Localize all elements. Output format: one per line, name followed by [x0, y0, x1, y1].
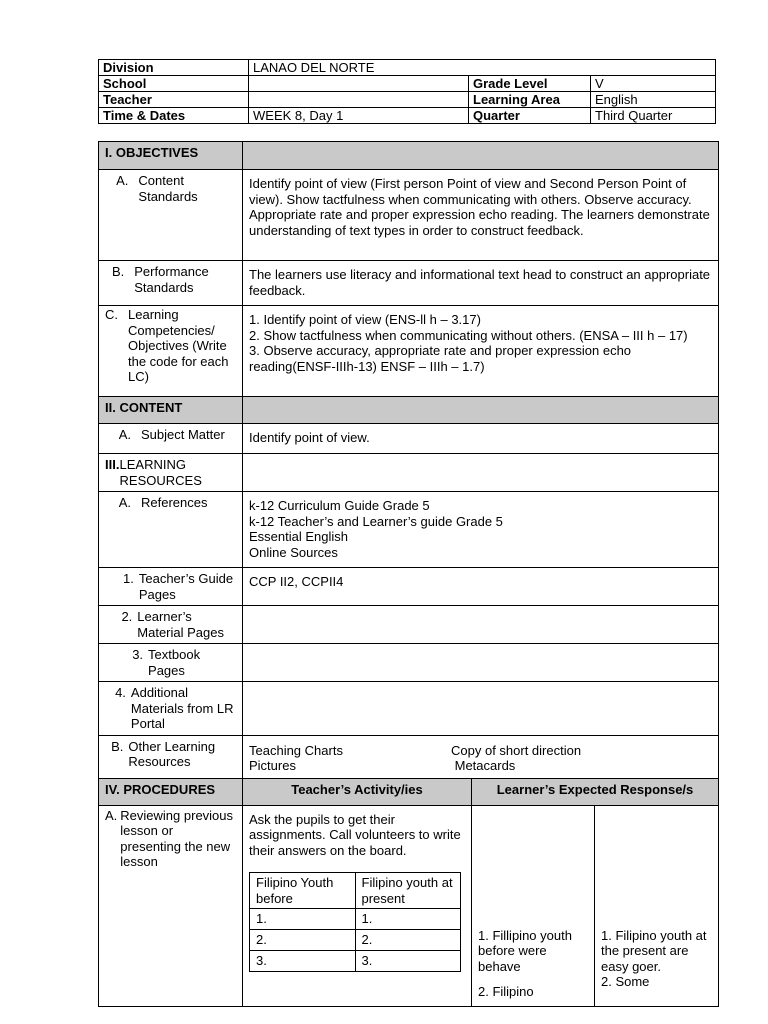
- other-resources-text: [243, 735, 719, 778]
- reviewing-label: Reviewing previous lesson or presenting the new lesson: [120, 807, 234, 869]
- other-resources-label-cell: [99, 735, 243, 778]
- competency-3: 3. Observe accuracy, appropriate rate and proper expression echo reading(ENSF-IIIh-13) ENSF – IIIh – 1.7): [249, 343, 632, 374]
- other-resource-item: Teaching Charts: [249, 742, 343, 758]
- performance-standards-num: B.: [111, 264, 125, 279]
- references-list: [243, 492, 719, 568]
- other-resource-item: Copy of short direction: [451, 742, 582, 758]
- quarter-value: Third Quarter: [591, 108, 716, 124]
- teacher-activity-heading: Teacher’s Activity/ies: [243, 778, 472, 805]
- table-row: [250, 951, 461, 972]
- performance-standards-text: The learners use literacy and informational text head to construct an appropriate feedback.: [243, 261, 719, 306]
- youth-comparison-table: [249, 872, 461, 972]
- teachers-guide-num: 1.: [123, 571, 134, 586]
- other-resources-label: Other Learning Resources: [128, 738, 216, 769]
- learning-area-label: Learning Area: [469, 92, 591, 108]
- learners-material-num: 2.: [121, 609, 133, 624]
- textbook-num: 3.: [132, 647, 144, 662]
- content-standards-label-cell: [99, 170, 243, 261]
- reviewing-label-cell: [99, 805, 243, 1006]
- objectives-heading: I. OBJECTIVES: [99, 142, 243, 170]
- competencies-label: Learning Competencies/ Objectives (Write the code for each LC): [128, 307, 229, 384]
- youth-cell: 2.: [250, 930, 356, 951]
- competencies-text: [243, 306, 719, 397]
- learner-response-item: 1. Filipino youth at the present are easy goer.: [601, 927, 707, 974]
- procedures-heading: IV. PROCEDURES: [99, 778, 243, 805]
- youth-cell: 3.: [250, 951, 356, 972]
- school-label: School: [99, 76, 249, 92]
- learner-response-left: [472, 806, 595, 1006]
- additional-materials-label: Additional Materials from LR Portal: [130, 685, 234, 731]
- learning-resources-label: LEARNING RESOURCES: [119, 457, 202, 488]
- content-standards-num: A.: [116, 173, 129, 188]
- additional-materials-text: [243, 682, 719, 736]
- learners-material-label-cell: [99, 606, 243, 644]
- learners-material-label: Learner’s Material Pages: [137, 609, 224, 640]
- youth-cell: 3.: [355, 951, 461, 972]
- content-standards-text: Identify point of view (First person Point of view and Second Person Point of view). Show tactfulness when communicating with others. Observe accuracy. Appropriate rate and proper expression echo reading. The learners demonstrate understanding of text types in order to construct feedback.: [243, 170, 719, 261]
- youth-cell: 1.: [250, 909, 356, 930]
- youth-cell: 1.: [355, 909, 461, 930]
- learning-resources-fill: [243, 454, 719, 492]
- reference-item: k-12 Curriculum Guide Grade 5: [249, 498, 430, 513]
- other-resource-item: Metacards: [451, 758, 516, 773]
- grade-level-label: Grade Level: [469, 76, 591, 92]
- reviewing-learner-response: [472, 805, 719, 1006]
- table-row: [250, 909, 461, 930]
- objectives-heading-fill: [243, 142, 719, 170]
- subject-matter-label-cell: [99, 424, 243, 454]
- youth-cell: 2.: [355, 930, 461, 951]
- school-value: [249, 76, 469, 92]
- references-label-cell: [99, 492, 243, 568]
- competencies-label-cell: [99, 306, 243, 397]
- other-resource-item: Pictures: [249, 758, 296, 773]
- time-dates-value: WEEK 8, Day 1: [249, 108, 469, 124]
- reference-item: Essential English: [249, 529, 348, 544]
- textbook-label: Textbook Pages: [148, 647, 201, 678]
- learning-area-value: English: [591, 92, 716, 108]
- content-heading-fill: [243, 397, 719, 424]
- teachers-guide-text: CCP II2, CCPII4: [243, 568, 719, 606]
- subject-matter-num: A.: [118, 427, 131, 442]
- learners-material-text: [243, 606, 719, 644]
- learning-resources-heading: [99, 454, 243, 492]
- additional-materials-num: 4.: [115, 685, 126, 700]
- references-num: A.: [118, 495, 131, 510]
- teachers-guide-label: Teacher’s Guide Pages: [138, 571, 234, 602]
- learner-response-item: 2. Some: [601, 974, 650, 989]
- other-resources-num: B.: [111, 738, 124, 754]
- teacher-label: Teacher: [99, 92, 249, 108]
- youth-before-header: Filipino Youth before: [250, 873, 356, 909]
- reference-item: Online Sources: [249, 544, 338, 560]
- textbook-label-cell: [99, 644, 243, 682]
- teacher-value: [249, 92, 469, 108]
- subject-matter-label: Subject Matter: [141, 427, 225, 442]
- textbook-text: [243, 644, 719, 682]
- learner-response-right: [595, 806, 718, 1006]
- reviewing-teacher-text: Ask the pupils to get their assignments. Call volunteers to write their answers on the board.: [249, 811, 461, 858]
- reviewing-num: A.: [105, 807, 118, 823]
- header-table: [98, 59, 716, 124]
- youth-present-header: Filipino youth at present: [355, 873, 461, 909]
- reviewing-teacher-activity: [243, 805, 472, 1006]
- learner-response-item: 2. Filipino: [478, 984, 534, 999]
- content-standards-label: Content Standards: [138, 173, 198, 204]
- additional-materials-label-cell: [99, 682, 243, 736]
- teachers-guide-label-cell: [99, 568, 243, 606]
- references-label: References: [141, 495, 208, 510]
- competencies-num: C.: [105, 307, 118, 322]
- reference-item: k-12 Teacher’s and Learner’s guide Grade 5: [249, 513, 503, 529]
- learner-response-heading: Learner’s Expected Response/s: [472, 778, 719, 805]
- learner-response-item: 1. Fillipino youth before were behave: [478, 927, 572, 974]
- content-heading: II. CONTENT: [99, 397, 243, 424]
- division-label: Division: [99, 60, 249, 76]
- table-row: [250, 930, 461, 951]
- competency-1: 1. Identify point of view (ENS-ll h – 3.17): [249, 312, 481, 327]
- subject-matter-text: Identify point of view.: [243, 424, 719, 454]
- division-value: LANAO DEL NORTE: [249, 60, 716, 76]
- performance-standards-label: Performance Standards: [134, 264, 209, 295]
- time-dates-label: Time & Dates: [99, 108, 249, 124]
- learning-resources-num: III.: [105, 457, 120, 472]
- grade-level-value: V: [591, 76, 716, 92]
- quarter-label: Quarter: [469, 108, 591, 124]
- competency-2: 2. Show tactfulness when communicating without others. (ENSA – III h – 17): [249, 327, 688, 343]
- lesson-plan-table: [98, 141, 719, 1007]
- performance-standards-label-cell: [99, 261, 243, 306]
